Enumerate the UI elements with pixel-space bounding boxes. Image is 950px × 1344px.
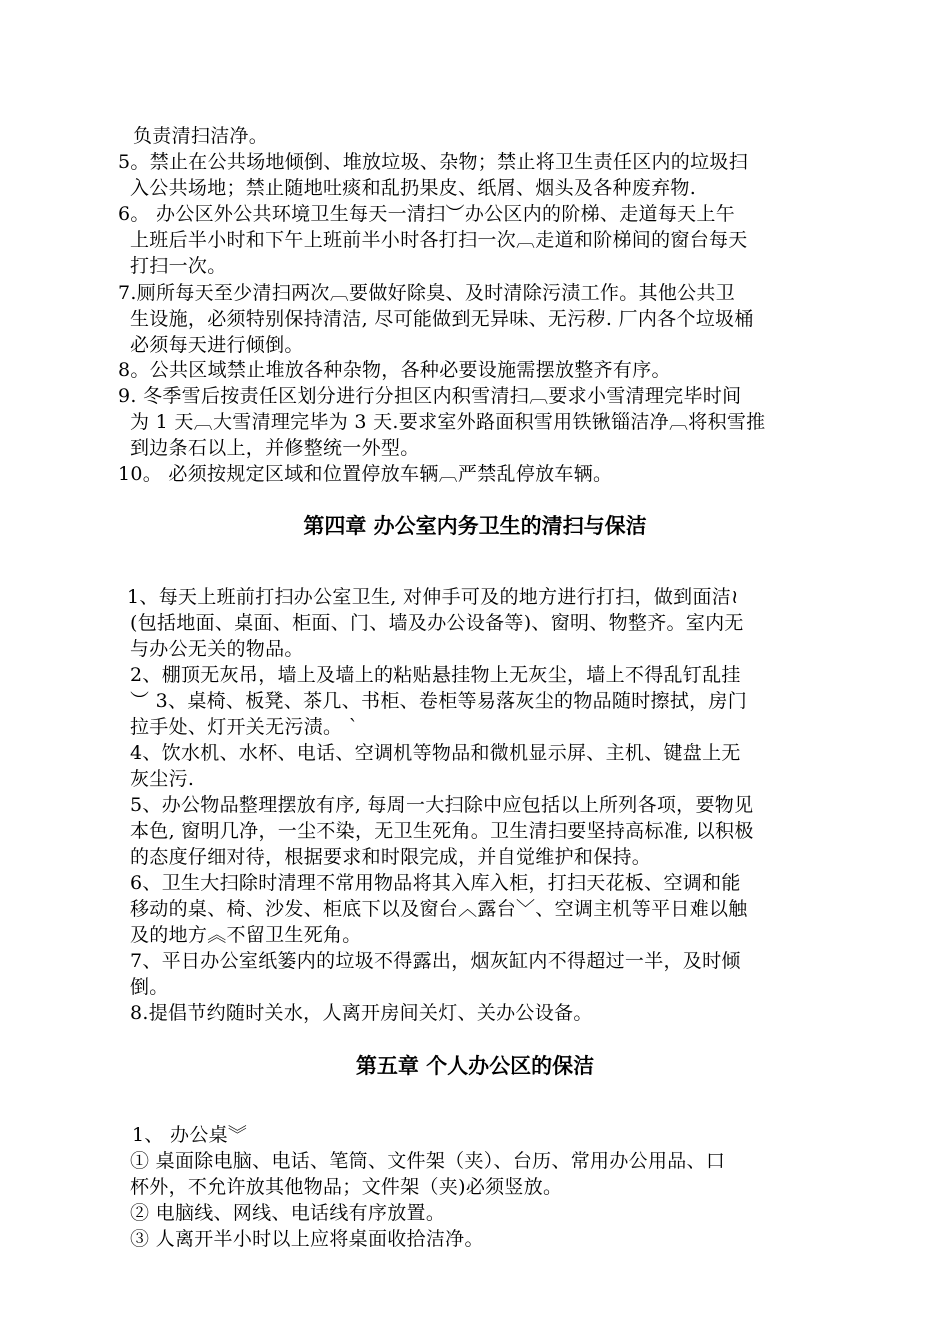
paragraph-line: ② 电脑线、网线、电话线有序放置。 xyxy=(130,1202,446,1224)
paragraph-line: ① 桌面除电脑、电话、笔筒、文件架（夹）、台历、常用办公用品、口 xyxy=(130,1150,726,1172)
paragraph-line: 10。 必须按规定区域和位置停放车辆︹严禁乱停放车辆。 xyxy=(118,463,613,485)
paragraph-line: 拉手处、灯开关无污渍。 ˋ xyxy=(130,716,359,738)
paragraph-line: 打扫一次。 xyxy=(130,255,227,277)
paragraph-line: 1、每天上班前打扫办公室卫生, 对伸手可及的地方进行打扫，做到面洁≀ xyxy=(127,586,739,608)
paragraph-line: 及的地方︽不留卫生死角。 xyxy=(130,924,362,946)
paragraph-line: 8。公共区域禁止堆放各种杂物，各种必要设施需摆放整齐有序。 xyxy=(118,359,671,381)
paragraph-line: 负责清扫洁净。 xyxy=(133,125,269,147)
paragraph-line: 生设施，必须特别保持清洁, 尽可能做到无异味、无污秽. 厂内各个垃圾桶 xyxy=(130,308,754,330)
chapter-5-heading: 第五章 个人办公区的保洁 xyxy=(355,1053,595,1078)
paragraph-line: 4、饮水机、水杯、电话、空调机等物品和微机显示屏、主机、键盘上无 xyxy=(130,742,741,764)
paragraph-line: 8.提倡节约随时关水，人离开房间关灯、关办公设备。 xyxy=(130,1002,593,1024)
paragraph-line: 到边条石以上，并修整统一外型。 xyxy=(130,437,420,459)
paragraph-line: 5。禁止在公共场地倾倒、堆放垃圾、杂物；禁止将卫生责任区内的垃圾扫 xyxy=(118,151,748,173)
paragraph-line: 6。 办公区外公共环境卫生每天一清扫︶办公区内的阶梯、走道每天上午 xyxy=(118,203,736,225)
paragraph-line: 的态度仔细对待，根据要求和时限完成，并自觉维护和保持。 xyxy=(130,846,652,868)
paragraph-line: 灰尘污. xyxy=(130,768,195,790)
paragraph-line: 5、办公物品整理摆放有序, 每周一大扫除中应包括以上所列各项，要物见 xyxy=(130,794,754,816)
paragraph-line: 倒。 xyxy=(130,976,169,998)
chapter-4-heading: 第四章 办公室内务卫生的清扫与保洁 xyxy=(303,513,647,538)
paragraph-line: ︶ 3、桌椅、板凳、茶几、书柜、卷柜等易落灰尘的物品随时擦拭，房门 xyxy=(130,690,748,712)
paragraph-line: 7.厕所每天至少清扫两次︹要做好除臭、及时清除污渍工作。其他公共卫 xyxy=(118,282,736,304)
paragraph-line: 必须每天进行倾倒。 xyxy=(130,334,304,356)
paragraph-line: 6、卫生大扫除时清理不常用物品将其入库入柜，打扫天花板、空调和能 xyxy=(130,872,741,894)
paragraph-line: ③ 人离开半小时以上应将桌面收拾洁净。 xyxy=(130,1228,484,1250)
paragraph-line: 移动的桌、椅、沙发、柜底下以及窗台︿露台﹀、空调主机等平日难以触 xyxy=(130,898,748,920)
paragraph-line: 与办公无关的物品。 xyxy=(130,638,304,660)
paragraph-line: 上班后半小时和下午上班前半小时各打扫一次︹走道和阶梯间的窗台每天 xyxy=(130,229,748,251)
paragraph-line: 9. 冬季雪后按责任区划分进行分担区内积雪清扫︹要求小雪清理完毕时间 xyxy=(118,385,742,407)
paragraph-line: 杯外，不允许放其他物品；文件架（夹)必须竖放。 xyxy=(130,1176,563,1198)
paragraph-line: 为 1 天︹大雪清理完毕为 3 天.要求室外路面积雪用铁锹锱洁净︹将积雪推 xyxy=(130,411,766,433)
paragraph-line: (包括地面、桌面、柜面、门、墙及办公设备等)、窗明、物整齐。室内无 xyxy=(130,612,744,634)
paragraph-line: 7、平日办公室纸篓内的垃圾不得露出，烟灰缸内不得超过一半，及时倾 xyxy=(130,950,741,972)
paragraph-line: 1、 办公桌︾ xyxy=(132,1124,248,1146)
paragraph-line: 入公共场地；禁止随地吐痰和乱扔果皮、纸屑、烟头及各种废弃物. xyxy=(130,177,697,199)
paragraph-line: 本色, 窗明几净，一尘不染，无卫生死角。卫生清扫要坚持高标准, 以积极 xyxy=(130,820,754,842)
paragraph-line: 2、棚顶无灰吊，墙上及墙上的粘贴悬挂物上无灰尘，墙上不得乱钉乱挂 xyxy=(130,664,741,686)
